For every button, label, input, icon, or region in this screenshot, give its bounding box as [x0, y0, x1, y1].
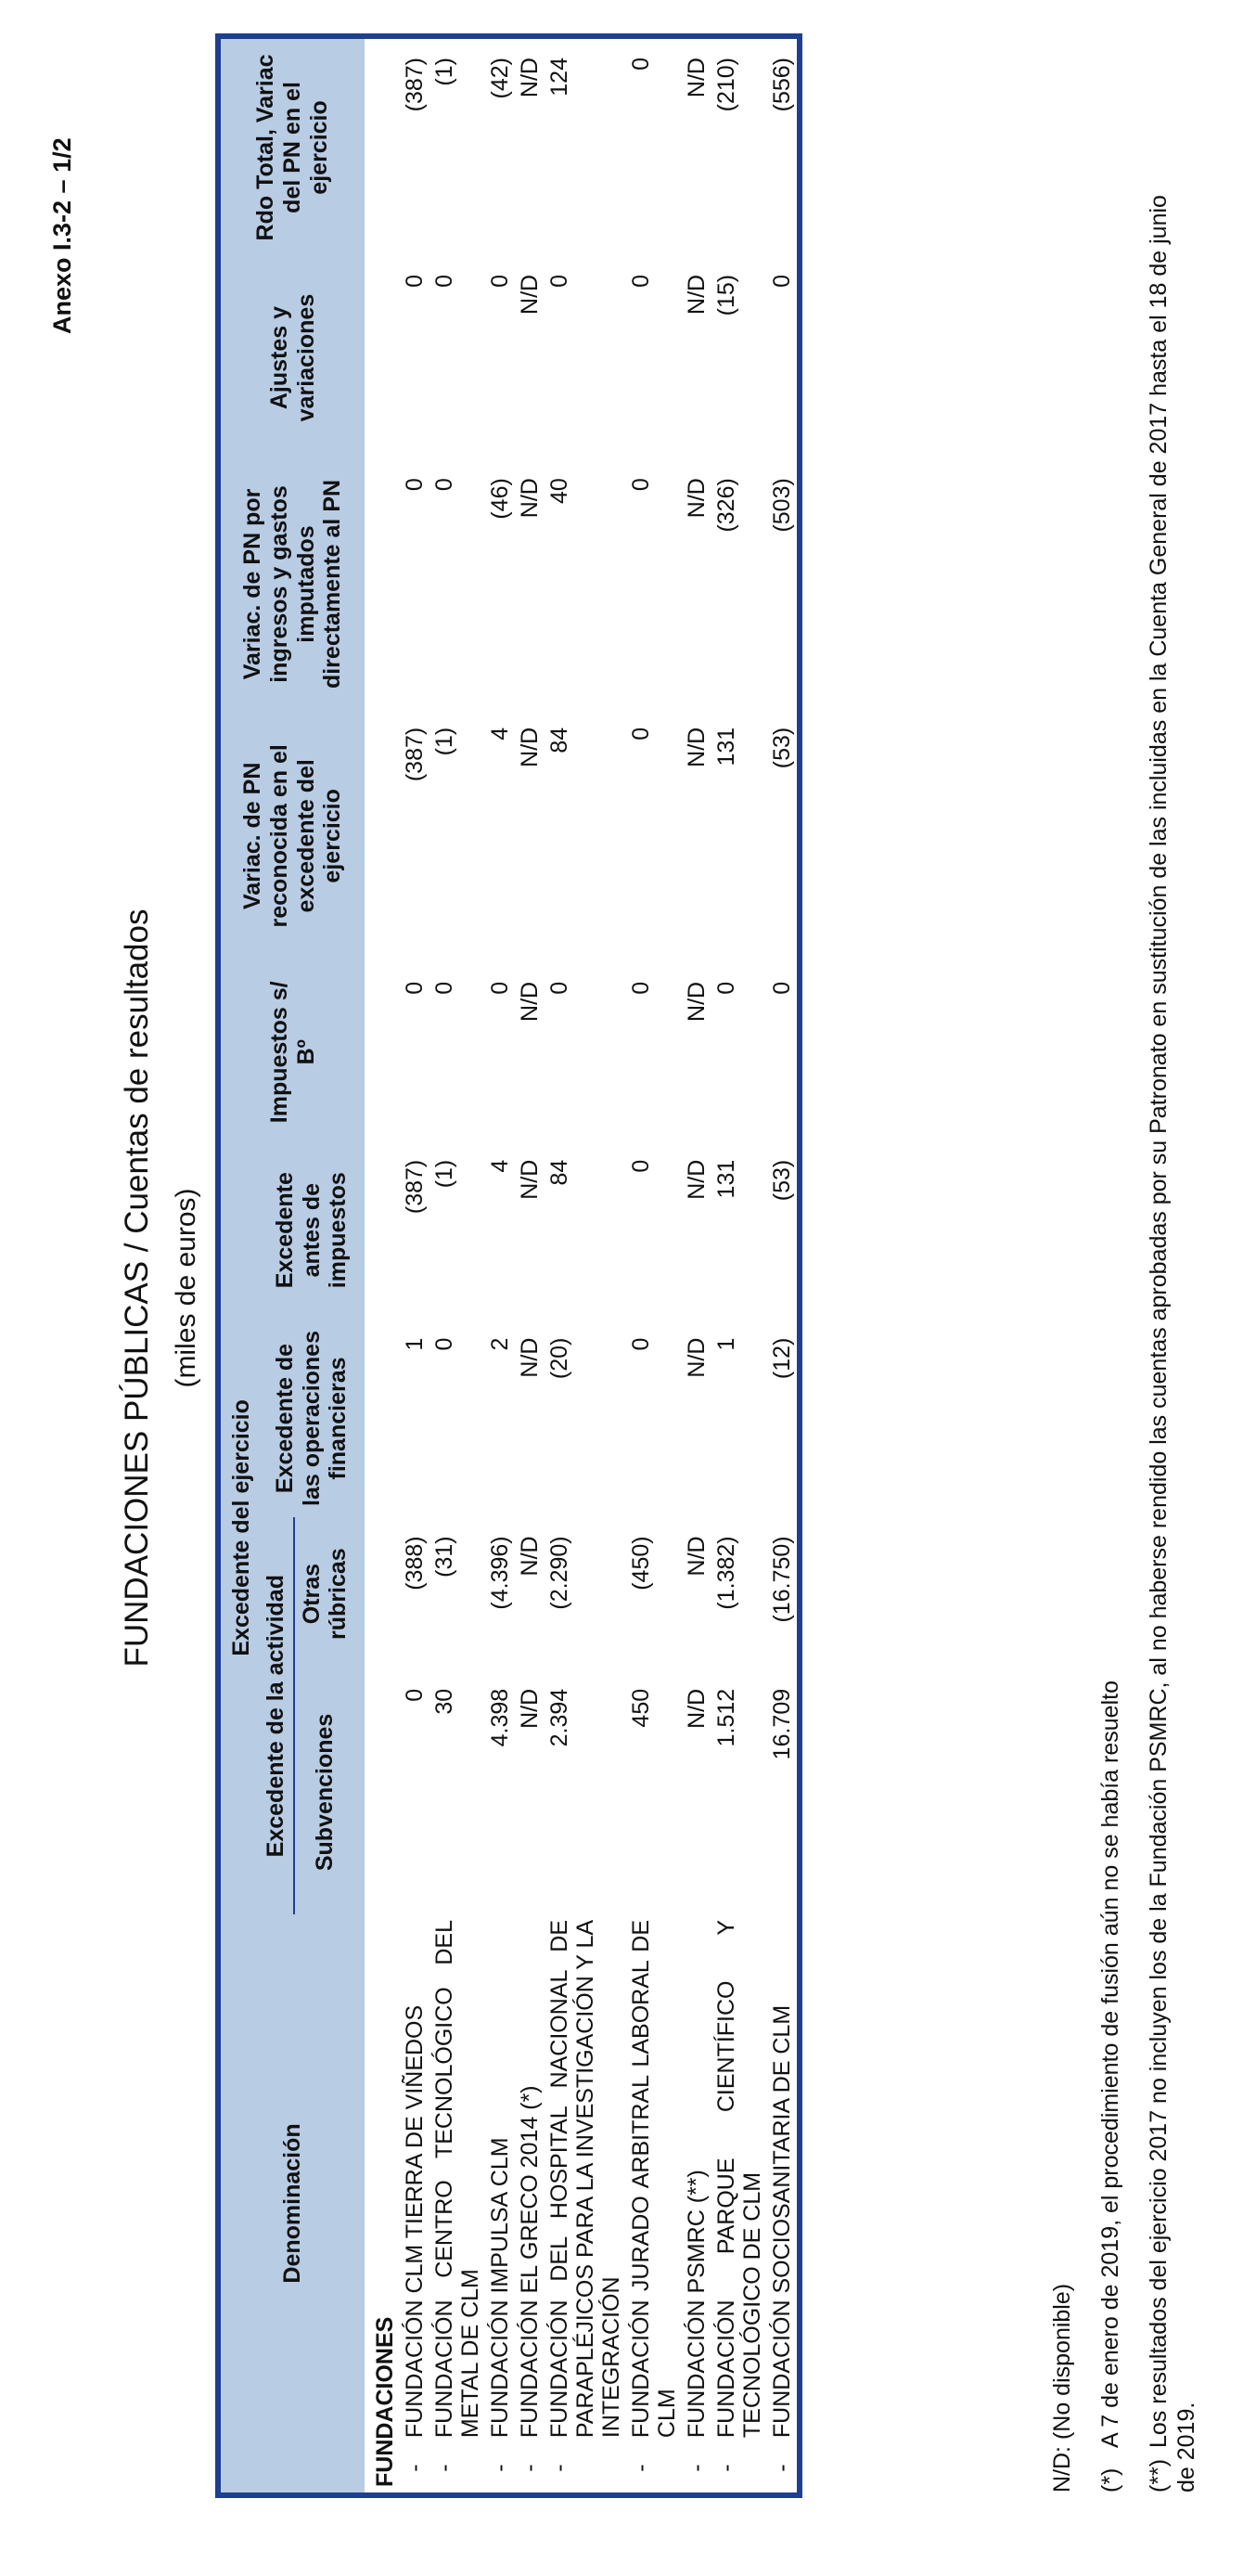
- cell-ajustes: N/D: [684, 274, 710, 315]
- header-impuestos: Impuestos s/ Bº: [218, 963, 365, 1141]
- cell-imp: 0: [713, 981, 739, 995]
- cell-opfin: 1: [713, 1337, 739, 1351]
- header-rdo-total: Rdo Total, Variac del PN en el ejercicio: [218, 36, 365, 256]
- footnote-2: [1145, 173, 1200, 2492]
- cell-imp: 0: [767, 963, 800, 1141]
- cell-otras: (450): [628, 1536, 654, 1591]
- results-table: [215, 33, 802, 2498]
- cell-imp: 0: [402, 981, 428, 995]
- cell-antes: N/D: [517, 1159, 543, 1200]
- table-row: [400, 36, 429, 2495]
- cell-antes: (1): [431, 1159, 457, 1189]
- header-denominacion: Denominación: [218, 1914, 365, 2495]
- cell-opfin: 2: [487, 1337, 513, 1351]
- cell-vpn-ing: (326): [713, 478, 739, 533]
- cell-imp: 0: [546, 981, 572, 995]
- cell-imp: 0: [628, 981, 654, 995]
- cell-antes: (387): [402, 1159, 428, 1215]
- annex-label: Anexo I.3-2 – 1/2: [48, 137, 76, 334]
- table-row: [626, 36, 682, 2495]
- cell-ajustes: N/D: [517, 274, 543, 315]
- cell-total: N/D: [682, 36, 711, 256]
- header-ajustes: Ajustes y variaciones: [218, 256, 365, 459]
- header-otras-rubricas: Otras rúbricas: [294, 1517, 365, 1669]
- row-name: FUNDACIÓN PSMRC (**): [684, 2170, 710, 2439]
- header-excedente-op-fin: Excedente de las operaciones financieras: [259, 1320, 365, 1518]
- cell-ajustes: 0: [402, 274, 428, 288]
- cell-vpn-exc: 4: [487, 727, 513, 741]
- cell-opfin: 1: [402, 1337, 428, 1351]
- table-row: [515, 36, 545, 2495]
- cell-otras: (1.382): [713, 1536, 739, 1610]
- cell-total: (210): [711, 36, 767, 256]
- row-bullet: -: [767, 2443, 800, 2495]
- cell-subv: N/D: [517, 1688, 543, 1729]
- header-excedente-actividad: Excedente de la actividad: [259, 1517, 294, 1914]
- cell-opfin: N/D: [684, 1337, 710, 1378]
- row-name: FUNDACIÓN IMPULSA CLM: [487, 2137, 513, 2439]
- header-excedente-ejercicio: Excedente del ejercicio: [218, 1141, 259, 1914]
- footnote-nd: N/D: (No disponible): [1049, 2283, 1075, 2492]
- cell-subv: 0: [402, 1688, 428, 1702]
- cell-total: (556): [767, 36, 800, 256]
- row-bullet: -: [711, 2443, 767, 2495]
- table-row: [682, 36, 711, 2495]
- cell-subv: 1.512: [713, 1688, 739, 1747]
- cell-subv: N/D: [684, 1688, 710, 1729]
- cell-imp: N/D: [517, 981, 543, 1022]
- header-subvenciones: Subvenciones: [294, 1670, 365, 1914]
- cell-vpn-exc: N/D: [517, 727, 543, 767]
- cell-opfin: (12): [767, 1320, 800, 1518]
- row-bullet: -: [515, 2443, 545, 2495]
- row-bullet: -: [626, 2443, 682, 2495]
- cell-ajustes: 0: [487, 274, 513, 288]
- cell-total: (387): [400, 36, 429, 256]
- cell-vpn-ing: 0: [402, 478, 428, 492]
- cell-otras: (31): [431, 1536, 457, 1578]
- cell-otras: (16.750): [767, 1517, 800, 1669]
- cell-otras: N/D: [684, 1536, 710, 1577]
- cell-imp: N/D: [684, 981, 710, 1022]
- footnote-2-text: Los resultados del ejercicio 2017 no incluyen los de la Fundación PSMRC, al no haberse rendido las cuentas aprobadas por su Patronato en sustitución de las incluidas en la Cuenta General de 2017 hasta el 18 de junio de 2019.: [1146, 195, 1199, 2492]
- cell-vpn-exc: (53): [767, 709, 800, 963]
- cell-opfin: 0: [431, 1337, 457, 1351]
- row-bullet: -: [485, 2443, 515, 2495]
- table-row: [545, 36, 626, 2495]
- cell-subv: 30: [431, 1688, 457, 1715]
- row-name: FUNDACIÓN CLM TIERRA DE VIÑEDOS: [402, 2004, 428, 2439]
- cell-total: N/D: [515, 36, 545, 256]
- cell-subv: 450: [628, 1688, 654, 1728]
- page-title: FUNDACIONES PÚBLICAS / Cuentas de resultados: [119, 908, 155, 1668]
- cell-antes: (53): [767, 1141, 800, 1320]
- row-bullet: -: [682, 2443, 711, 2495]
- cell-imp: 0: [487, 981, 513, 995]
- cell-vpn-ing: 0: [628, 478, 654, 492]
- cell-ajustes: (15): [713, 274, 739, 316]
- header-excedente-antes-imp: Excedente antes de impuestos: [259, 1141, 365, 1320]
- cell-vpn-exc: 0: [628, 727, 654, 741]
- cell-total: 124: [545, 36, 626, 256]
- cell-total: (42): [485, 36, 515, 256]
- row-name: FUNDACIÓN DEL HOSPITAL NACIONAL DE PARAPLÉJICOS PARA LA INVESTIGACIÓN Y LA INTEGRACIÓN: [546, 1919, 624, 2439]
- cell-vpn-ing: 40: [546, 478, 572, 504]
- cell-opfin: N/D: [517, 1337, 543, 1378]
- cell-antes: 131: [713, 1159, 739, 1199]
- cell-vpn-ing: (46): [487, 478, 513, 520]
- cell-subv: 2.394: [546, 1688, 572, 1747]
- cell-antes: 4: [487, 1159, 513, 1173]
- cell-ajustes: 0: [431, 274, 457, 288]
- cell-otras: N/D: [517, 1536, 543, 1577]
- cell-vpn-exc: N/D: [684, 727, 710, 767]
- cell-vpn-exc: (1): [431, 727, 457, 756]
- cell-vpn-ing: N/D: [684, 478, 710, 519]
- cell-subv: 4.398: [487, 1688, 513, 1747]
- footnote-1-mark: (*): [1097, 2467, 1123, 2492]
- table-row: [711, 36, 767, 2495]
- cell-vpn-ing: (503): [767, 459, 800, 709]
- row-name: FUNDACIÓN JURADO ARBITRAL LABORAL DE CLM: [628, 1919, 680, 2439]
- cell-total: 0: [626, 36, 682, 256]
- footnote-1: [1096, 1681, 1124, 2492]
- row-bullet: -: [400, 2443, 429, 2495]
- row-name: FUNDACIÓN SOCIOSANITARIA DE CLM: [767, 1914, 800, 2443]
- cell-otras: (388): [402, 1536, 428, 1591]
- row-name: FUNDACIÓN EL GRECO 2014 (*): [517, 2085, 543, 2439]
- section-label: FUNDACIONES: [365, 1914, 400, 2495]
- cell-otras: (4.396): [487, 1536, 513, 1610]
- cell-ajustes: 0: [767, 256, 800, 459]
- cell-vpn-ing: N/D: [517, 478, 543, 519]
- footnote-1-text: A 7 de enero de 2019, el procedimiento de fusión aún no se había resuelto: [1097, 1681, 1123, 2448]
- table-row: [485, 36, 515, 2495]
- table-row: [767, 36, 800, 2495]
- cell-vpn-ing: 0: [431, 478, 457, 492]
- footnote-2-mark: (**): [1146, 2458, 1172, 2492]
- row-bullet: -: [429, 2443, 485, 2495]
- cell-antes: 84: [546, 1159, 572, 1186]
- cell-vpn-exc: 131: [713, 727, 739, 766]
- cell-antes: N/D: [684, 1159, 710, 1200]
- cell-antes: 0: [628, 1159, 654, 1173]
- cell-ajustes: 0: [546, 274, 572, 288]
- row-name: FUNDACIÓN CENTRO TECNOLÓGICO DEL METAL DE CLM: [431, 1919, 483, 2439]
- page-subtitle: (miles de euros): [171, 1188, 201, 1388]
- cell-vpn-exc: 84: [546, 727, 572, 753]
- row-bullet: -: [545, 2443, 626, 2495]
- cell-opfin: 0: [628, 1337, 654, 1351]
- header-variac-pn-ingresos: Variac. de PN por ingresos y gastos imputados directamente al PN: [218, 459, 365, 709]
- cell-imp: 0: [431, 981, 457, 995]
- cell-otras: (2.290): [546, 1536, 572, 1610]
- cell-ajustes: 0: [628, 274, 654, 288]
- cell-opfin: (20): [546, 1337, 572, 1380]
- cell-subv: 16.709: [767, 1670, 800, 1914]
- table-row: [429, 36, 485, 2495]
- header-variac-pn-excedente: Variac. de PN reconocida en el excedente del ejercicio: [218, 709, 365, 963]
- cell-vpn-exc: (387): [402, 727, 428, 782]
- row-name: FUNDACIÓN PARQUE CIENTÍFICO Y TECNOLÓGICO DE CLM: [713, 1919, 765, 2439]
- cell-total: (1): [429, 36, 485, 256]
